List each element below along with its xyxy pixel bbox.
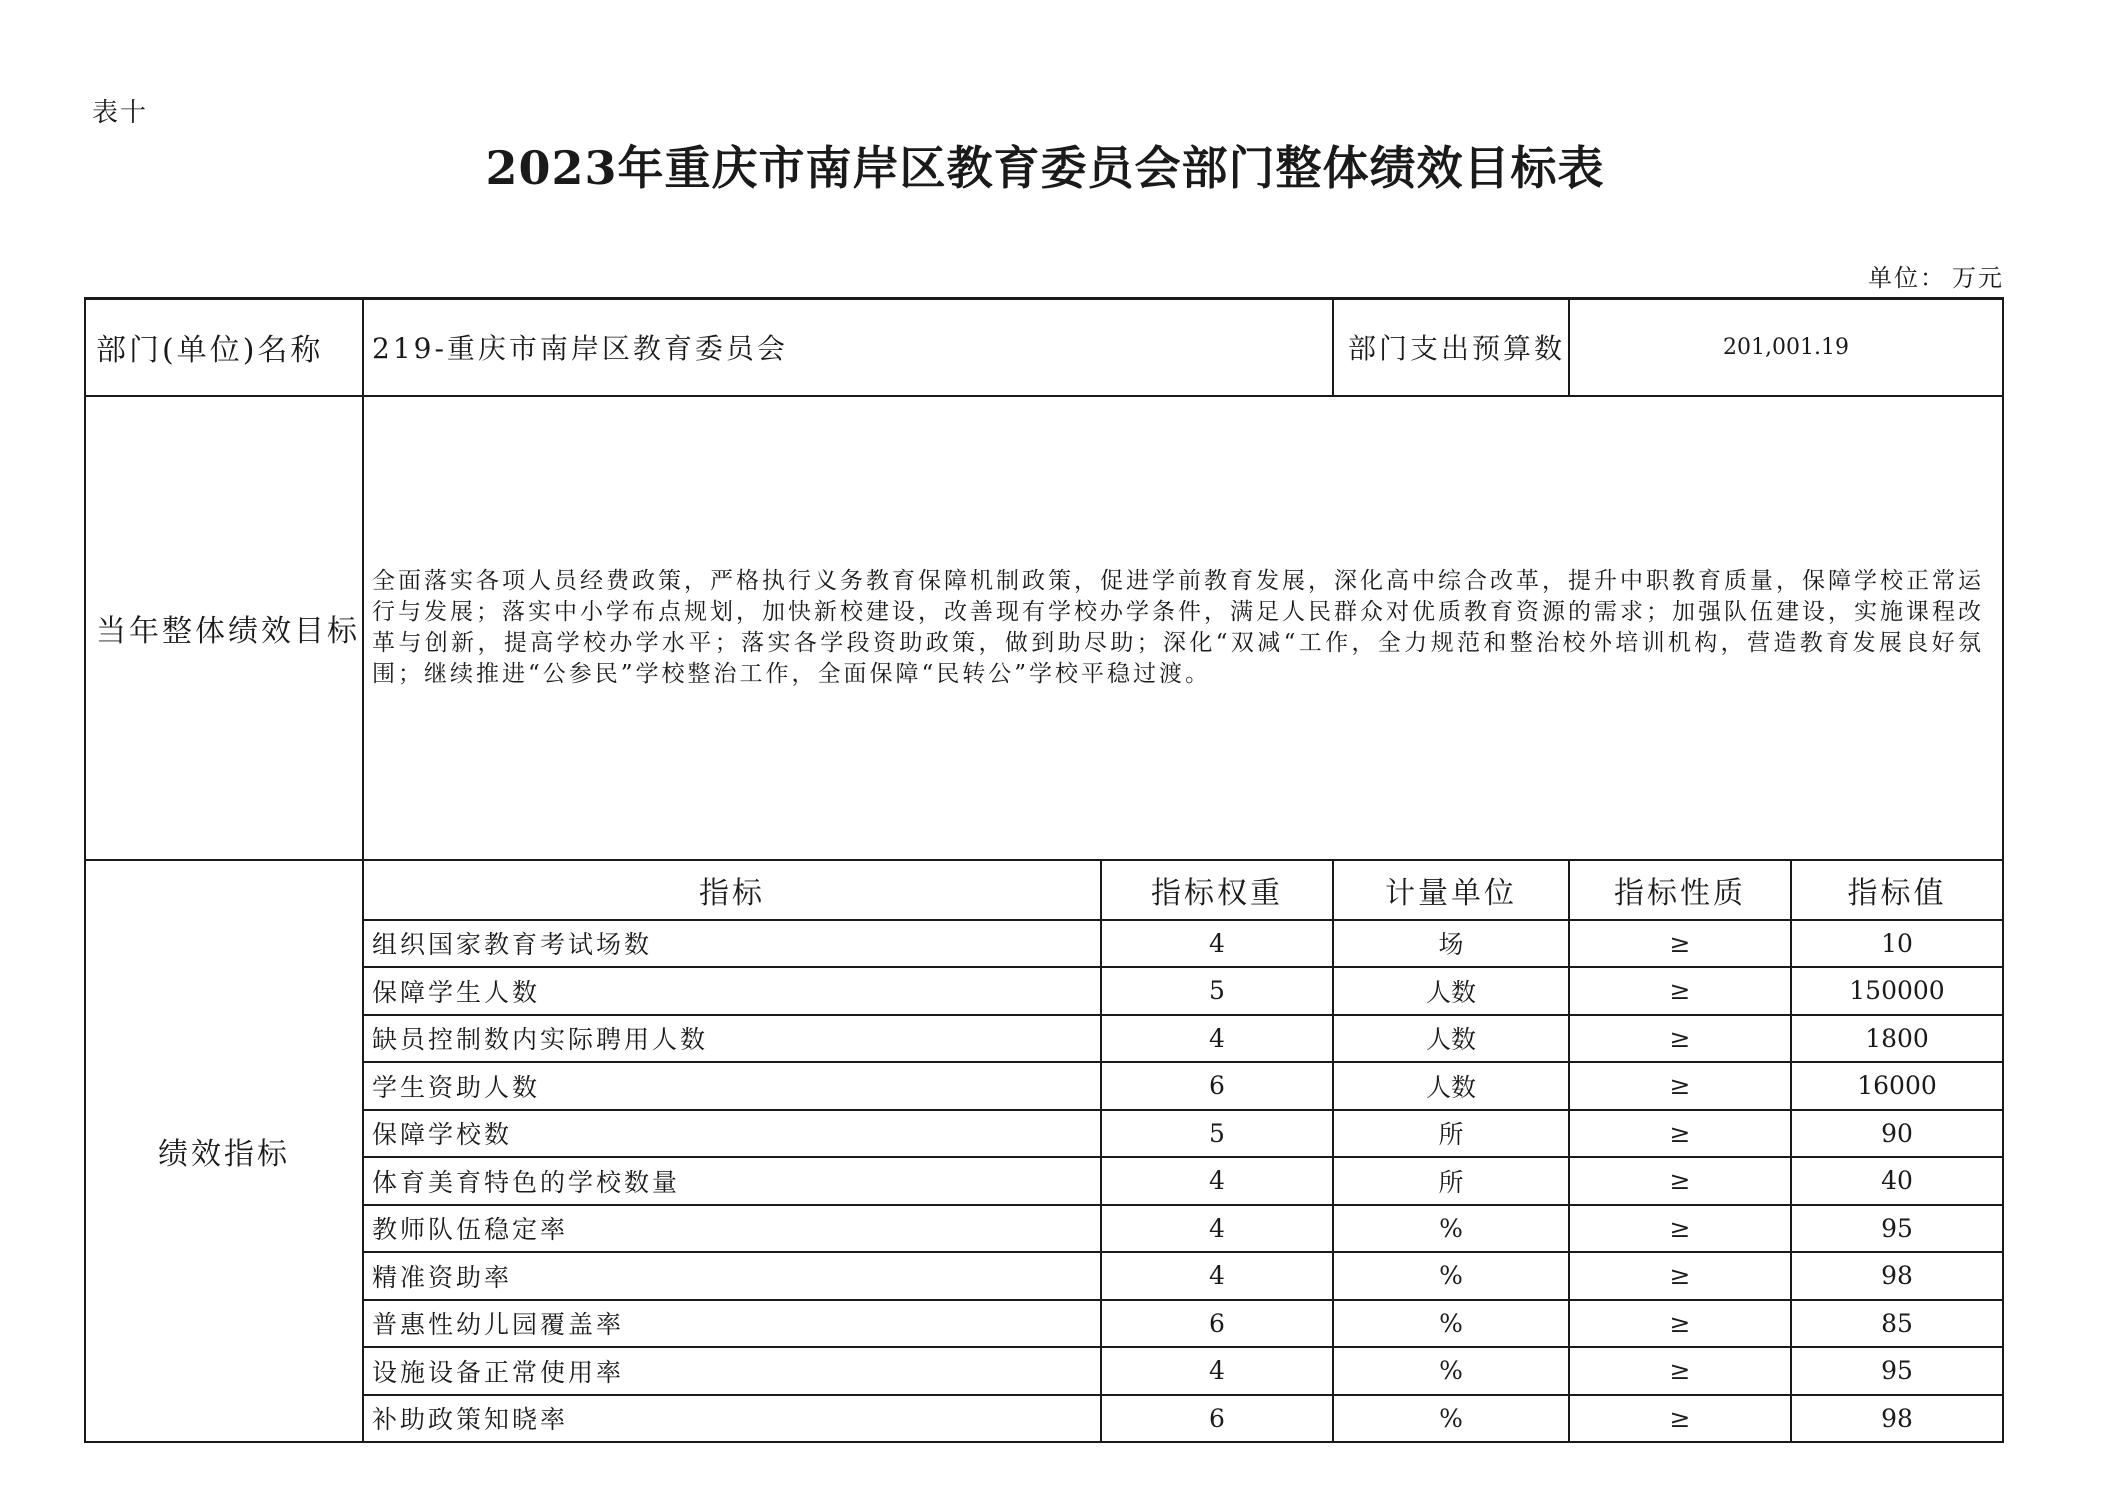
indicator-nature: ≥ <box>1569 1015 1791 1063</box>
indicator-unit: 人数 <box>1333 1062 1569 1110</box>
table-row <box>85 1062 2003 1110</box>
dept-name-label: 部门(单位)名称 <box>85 299 363 396</box>
table-number: 表十 <box>92 98 149 128</box>
indicator-name: 教师队伍稳定率 <box>363 1205 1101 1253</box>
col-header-value: 指标值 <box>1791 860 2003 920</box>
col-header-nature: 指标性质 <box>1569 860 1791 920</box>
indicator-name: 设施设备正常使用率 <box>363 1347 1101 1395</box>
col-header-weight: 指标权重 <box>1101 860 1333 920</box>
indicator-nature: ≥ <box>1569 1347 1791 1395</box>
col-header-unit: 计量单位 <box>1333 860 1569 920</box>
table-row <box>85 1252 2003 1300</box>
indicator-name: 学生资助人数 <box>363 1062 1101 1110</box>
annual-goal-text: 全面落实各项人员经费政策，严格执行义务教育保障机制政策，促进学前教育发展，深化高中综合改革，提升中职教育质量，保障学校正常运行与发展；落实中小学布点规划，加快新校建设，改善现有学校办学条件，满足人民群众对优质教育资源的需求；加强队伍建设，实施课程改革与创新，提高学校办学水平；落实各学段资助政策，做到助尽助；深化“双减“工作，全力规范和整治校外培训机构，营造教育发展良好氛围；继续推进“公参民”学校整治工作，全面保障“民转公”学校平稳过渡。 <box>363 396 2003 860</box>
indicator-value: 90 <box>1791 1110 2003 1158</box>
indicator-unit: 所 <box>1333 1157 1569 1205</box>
indicator-nature: ≥ <box>1569 1395 1791 1443</box>
indicator-nature: ≥ <box>1569 1110 1791 1158</box>
dept-info-row <box>85 299 2003 396</box>
indicator-unit: % <box>1333 1252 1569 1300</box>
performance-indicators-label: 绩效指标 <box>85 860 363 1443</box>
table-row <box>85 1110 2003 1158</box>
indicator-name: 体育美育特色的学校数量 <box>363 1157 1101 1205</box>
indicator-value: 95 <box>1791 1205 2003 1253</box>
indicator-header-row <box>85 860 2003 920</box>
indicator-weight: 5 <box>1101 967 1333 1015</box>
indicator-weight: 4 <box>1101 1205 1333 1253</box>
document-title: 2023年重庆市南岸区教育委员会部门整体绩效目标表 <box>485 141 1605 195</box>
indicator-weight: 6 <box>1101 1395 1333 1443</box>
indicator-name: 精准资助率 <box>363 1252 1101 1300</box>
unit-note <box>1868 258 2004 293</box>
indicator-value: 10 <box>1791 920 2003 968</box>
unit-value: 万元 <box>1952 264 2004 292</box>
annual-goal-label: 当年整体绩效目标 <box>85 396 363 860</box>
indicator-unit: % <box>1333 1205 1569 1253</box>
indicator-value: 98 <box>1791 1395 2003 1443</box>
performance-target-table <box>84 297 2004 1443</box>
indicator-weight: 4 <box>1101 1157 1333 1205</box>
indicator-name: 组织国家教育考试场数 <box>363 920 1101 968</box>
indicator-value: 40 <box>1791 1157 2003 1205</box>
indicator-unit: % <box>1333 1300 1569 1348</box>
table-row <box>85 1157 2003 1205</box>
indicator-nature: ≥ <box>1569 967 1791 1015</box>
table-row <box>85 1395 2003 1443</box>
table-row <box>85 1205 2003 1253</box>
indicator-weight: 4 <box>1101 1015 1333 1063</box>
indicator-unit: % <box>1333 1347 1569 1395</box>
indicator-name: 保障学校数 <box>363 1110 1101 1158</box>
indicator-name: 缺员控制数内实际聘用人数 <box>363 1015 1101 1063</box>
indicator-nature: ≥ <box>1569 1300 1791 1348</box>
dept-name-value: 219-重庆市南岸区教育委员会 <box>363 299 1333 396</box>
indicator-unit: 场 <box>1333 920 1569 968</box>
indicator-unit: 人数 <box>1333 1015 1569 1063</box>
unit-label: 单位： <box>1868 264 1946 292</box>
table-row <box>85 1300 2003 1348</box>
indicator-nature: ≥ <box>1569 1157 1791 1205</box>
table-row <box>85 967 2003 1015</box>
indicator-unit: % <box>1333 1395 1569 1443</box>
indicator-value: 95 <box>1791 1347 2003 1395</box>
indicator-nature: ≥ <box>1569 1252 1791 1300</box>
indicator-unit: 所 <box>1333 1110 1569 1158</box>
table-row <box>85 1015 2003 1063</box>
indicator-value: 16000 <box>1791 1062 2003 1110</box>
indicator-nature: ≥ <box>1569 1205 1791 1253</box>
indicator-value: 98 <box>1791 1252 2003 1300</box>
indicator-weight: 6 <box>1101 1300 1333 1348</box>
col-header-indicator: 指标 <box>363 860 1101 920</box>
indicator-value: 1800 <box>1791 1015 2003 1063</box>
indicator-nature: ≥ <box>1569 920 1791 968</box>
indicator-weight: 5 <box>1101 1110 1333 1158</box>
budget-value: 201,001.19 <box>1569 299 2003 396</box>
indicator-weight: 4 <box>1101 920 1333 968</box>
indicator-unit: 人数 <box>1333 967 1569 1015</box>
indicator-weight: 6 <box>1101 1062 1333 1110</box>
indicator-name: 普惠性幼儿园覆盖率 <box>363 1300 1101 1348</box>
table-row <box>85 920 2003 968</box>
indicator-weight: 4 <box>1101 1252 1333 1300</box>
indicator-name: 保障学生人数 <box>363 967 1101 1015</box>
indicator-value: 150000 <box>1791 967 2003 1015</box>
table-row <box>85 1347 2003 1395</box>
indicator-nature: ≥ <box>1569 1062 1791 1110</box>
indicator-weight: 4 <box>1101 1347 1333 1395</box>
indicator-name: 补助政策知晓率 <box>363 1395 1101 1443</box>
annual-goal-row <box>85 396 2003 860</box>
budget-label: 部门支出预算数 <box>1333 299 1569 396</box>
indicator-value: 85 <box>1791 1300 2003 1348</box>
